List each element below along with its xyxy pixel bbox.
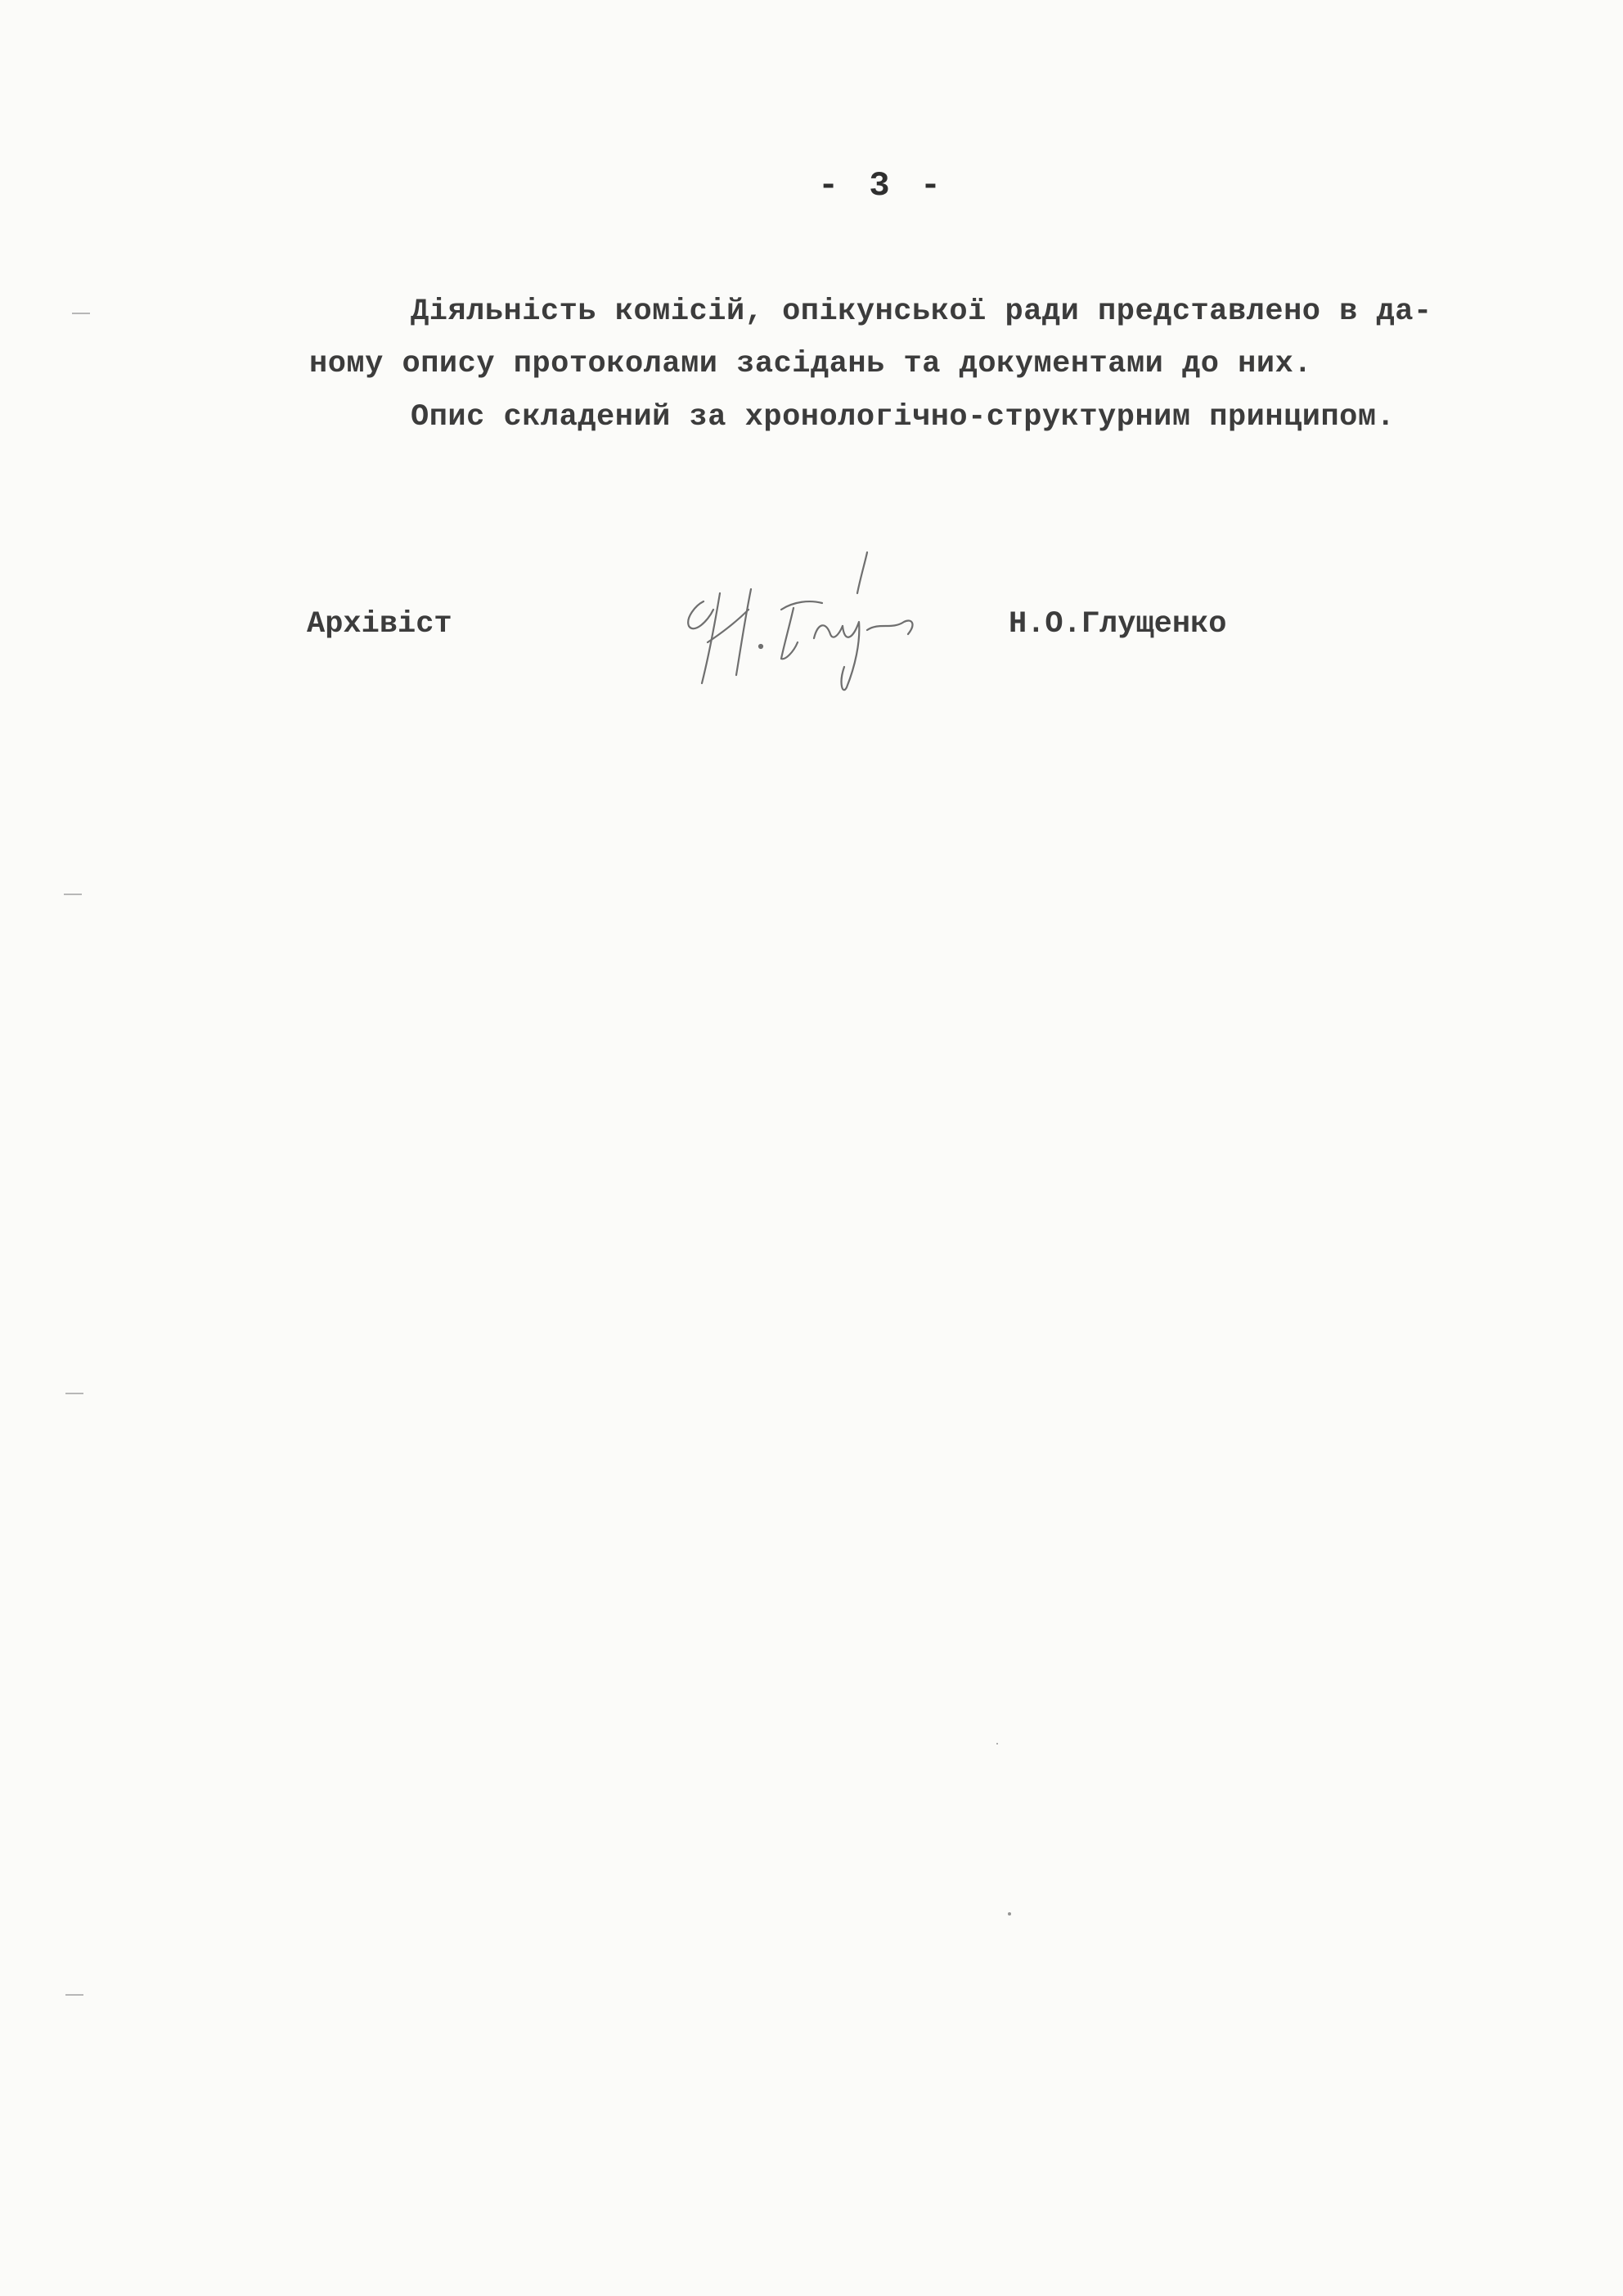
signatory-role: Архівіст [307, 607, 452, 642]
handwritten-signature [671, 544, 949, 708]
scan-speck [1008, 1912, 1011, 1916]
paragraph-line: Діяльність комісій, опікунської ради представлено в да- [411, 295, 1432, 329]
margin-mark [65, 1393, 83, 1399]
signatory-name: Н.О.Глущенко [1009, 607, 1227, 642]
page-number: - 3 - [818, 166, 946, 205]
margin-mark [65, 1994, 83, 2001]
paragraph-line: Опис складений за хронологічно-структурним принципом. [411, 400, 1396, 434]
paragraph-line: ному опису протоколами засідань та документами до них. [309, 347, 1312, 381]
scan-speck [996, 1743, 998, 1745]
margin-mark [64, 894, 82, 900]
margin-mark [72, 313, 90, 319]
